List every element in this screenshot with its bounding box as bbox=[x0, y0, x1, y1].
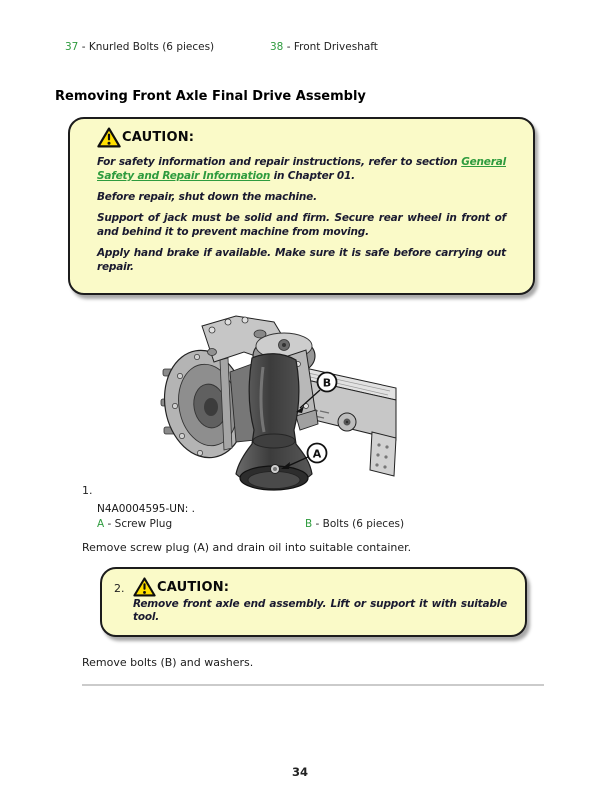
legend-item-37 bbox=[65, 41, 214, 53]
caution-paragraph-1 bbox=[97, 155, 506, 183]
caution-paragraph-4: Apply hand brake if available. Make sure it is safe before carrying out repair. bbox=[97, 247, 506, 273]
legend-label: - Screw Plug bbox=[104, 518, 173, 530]
figure-legend-b bbox=[305, 518, 404, 530]
step-1-number: 1. bbox=[82, 484, 93, 497]
warning-triangle-icon bbox=[133, 577, 156, 597]
caution-text: For safety information and repair instructions, refer to section bbox=[97, 156, 462, 168]
page-number: 34 bbox=[291, 765, 308, 779]
caution-paragraph-2: Before repair, shut down the machine. bbox=[97, 191, 317, 203]
figure-front-axle bbox=[148, 312, 404, 494]
step-2-number: 2. bbox=[114, 582, 125, 595]
caution-box-1 bbox=[68, 117, 535, 295]
axle-illustration bbox=[148, 312, 404, 494]
svg-text:B: B bbox=[322, 376, 332, 390]
figure-legend bbox=[97, 518, 537, 532]
legend-label: - Knurled Bolts (6 pieces) bbox=[78, 41, 215, 53]
warning-triangle-icon bbox=[97, 127, 121, 148]
step-2-instruction: Remove bolts (B) and washers. bbox=[82, 656, 254, 669]
legend-key: 38 bbox=[270, 41, 284, 53]
parts-legend bbox=[0, 41, 600, 57]
legend-label: - Front Driveshaft bbox=[283, 41, 378, 53]
caution-paragraph-3: Support of jack must be solid and firm. Secure rear wheel in front of and behind it to prevent machine from moving. bbox=[97, 212, 506, 238]
caution-box-2 bbox=[100, 567, 527, 637]
general-safety-link[interactable]: General Safety and Repair Information bbox=[97, 156, 506, 182]
legend-key: 37 bbox=[65, 41, 79, 53]
caution-2-text: Remove front axle end assembly. Lift or support it with suitable tool. bbox=[133, 598, 507, 623]
caution-text: in Chapter 01. bbox=[270, 170, 355, 182]
figure-caption: N4A0004595-UN: . bbox=[97, 503, 196, 515]
caution-header bbox=[97, 127, 506, 148]
legend-label: - Bolts (6 pieces) bbox=[312, 518, 405, 530]
caution-title: CAUTION: bbox=[157, 579, 230, 595]
section-heading: Removing Front Axle Final Drive Assembly bbox=[55, 89, 366, 104]
caution-title: CAUTION: bbox=[122, 130, 195, 145]
svg-text:A: A bbox=[312, 447, 322, 461]
figure-legend-a bbox=[97, 518, 172, 530]
step-1-instruction: Remove screw plug (A) and drain oil into suitable container. bbox=[82, 541, 412, 554]
legend-item-38 bbox=[270, 41, 378, 53]
legend-key: A bbox=[97, 518, 105, 530]
screw-plug bbox=[271, 465, 280, 474]
footer-divider bbox=[82, 684, 544, 686]
legend-key: B bbox=[305, 518, 313, 530]
caution-header bbox=[133, 578, 509, 596]
